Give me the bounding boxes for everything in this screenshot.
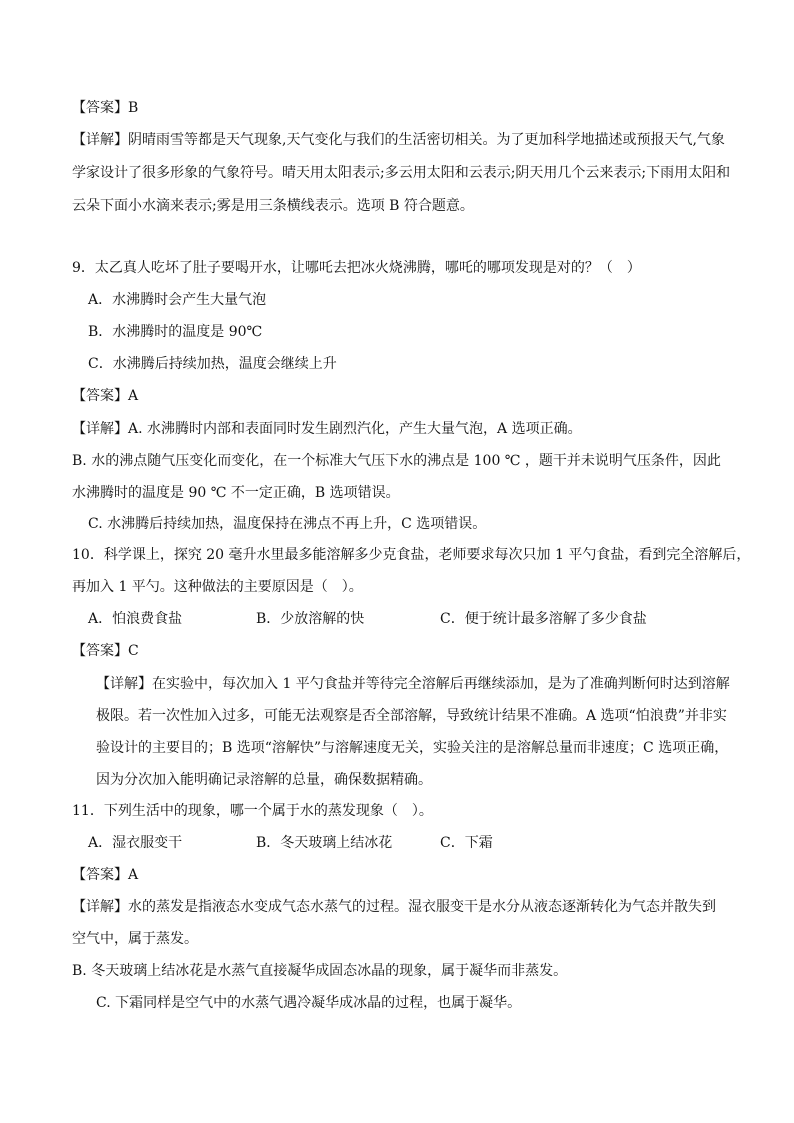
q8-detail-line-3: 云朵下面小水滴来表示;雾是用三条横线表示。选项 B 符合题意。 [72, 198, 474, 214]
q11-detail-line-1: 【详解】水的蒸发是指液态水变成气态水蒸气的过程。湿衣服变干是水分从液态逐渐转化为气态并散失到 [72, 899, 716, 915]
q11-detail-line-4: C. 下霜同样是空气中的水蒸气遇冷凝华成冰晶的过程，也属于凝华。 [96, 995, 522, 1011]
q10-answer: 【答案】C [72, 643, 139, 659]
q10-option-c: C．便于统计最多溶解了多少食盐 [440, 611, 647, 627]
q10-option-a: A．怕浪费食盐 [88, 611, 183, 627]
q10-question-line-1: 10．科学课上，探究 20 毫升水里最多能溶解多少克食盐，老师要求每次只加 1 平勺食盐，看到完全溶解后， [72, 547, 751, 563]
q11-answer: 【答案】A [72, 867, 139, 883]
q10-detail-line-4: 因为分次加入能明确记录溶解的总量，确保数据精确。 [96, 772, 432, 788]
q8-detail-line-2: 学家设计了很多形象的气象符号。晴天用太阳表示;多云用太阳和云表示;阴天用几个云来表示;下雨用太阳和 [72, 165, 731, 181]
q11-detail-line-2: 空气中，属于蒸发。 [72, 931, 198, 947]
q8-detail-line-1: 【详解】阴晴雨雪等都是天气现象,天气变化与我们的生活密切相关。为了更加科学地描述或预报天气,气象 [72, 132, 725, 148]
q9-answer: 【答案】A [72, 388, 139, 404]
q11-detail-line-3: B. 冬天玻璃上结冰花是水蒸气直接凝华成固态冰晶的现象，属于凝华而非蒸发。 [72, 963, 568, 979]
q10-detail-line-1: 【详解】在实验中，每次加入 1 平勺食盐并等待完全溶解后再继续添加，是为了准确判断何时达到溶解 [96, 676, 730, 692]
q10-detail-line-3: 验设计的主要目的；B 选项“溶解快”与溶解速度无关，实验关注的是溶解总量而非速度；C 选项正确， [96, 740, 729, 756]
q9-option-b: B．水沸腾时的温度是 90℃ [88, 324, 263, 340]
q10-option-b: B．少放溶解的快 [256, 611, 365, 627]
q11-option-b: B．冬天玻璃上结冰花 [256, 835, 393, 851]
q10-question-line-2: 再加入 1 平勺。这种做法的主要原因是（ ）。 [72, 579, 363, 595]
q9-option-a: A．水沸腾时会产生大量气泡 [88, 292, 267, 308]
q10-options-row [88, 609, 734, 629]
q11-option-c: C．下霜 [440, 835, 493, 851]
q9-option-c: C．水沸腾后持续加热，温度会继续上升 [88, 356, 337, 372]
q8-answer: 【答案】B [72, 100, 139, 116]
q10-detail-line-2: 极限。若一次性加入过多，可能无法观察是否全部溶解，导致统计结果不准确。A 选项“怕浪费”并非实 [96, 708, 727, 724]
q11-option-a: A．湿衣服变干 [88, 835, 183, 851]
q9-detail-line-3: 水沸腾时的温度是 90 ℃ 不一定正确，B 选项错误。 [72, 485, 400, 501]
q9-question: 9．太乙真人吃坏了肚子要喝开水，让哪吒去把冰火烧沸腾，哪吒的哪项发现是对的？（ ） [72, 260, 641, 276]
q9-detail-line-4: C. 水沸腾后持续加热，温度保持在沸点不再上升，C 选项错误。 [88, 516, 487, 532]
q11-question: 11．下列生活中的现象，哪一个属于水的蒸发现象（ ）。 [72, 803, 433, 819]
q9-detail-line-2: B. 水的沸点随气压变化而变化，在一个标准大气压下水的沸点是 100 ℃ ，题干并未说明气压条件，因此 [72, 453, 721, 469]
q11-options-row [88, 833, 734, 853]
q9-detail-line-1: 【详解】A. 水沸腾时内部和表面同时发生剧烈汽化，产生大量气泡，A 选项正确。 [72, 421, 582, 437]
